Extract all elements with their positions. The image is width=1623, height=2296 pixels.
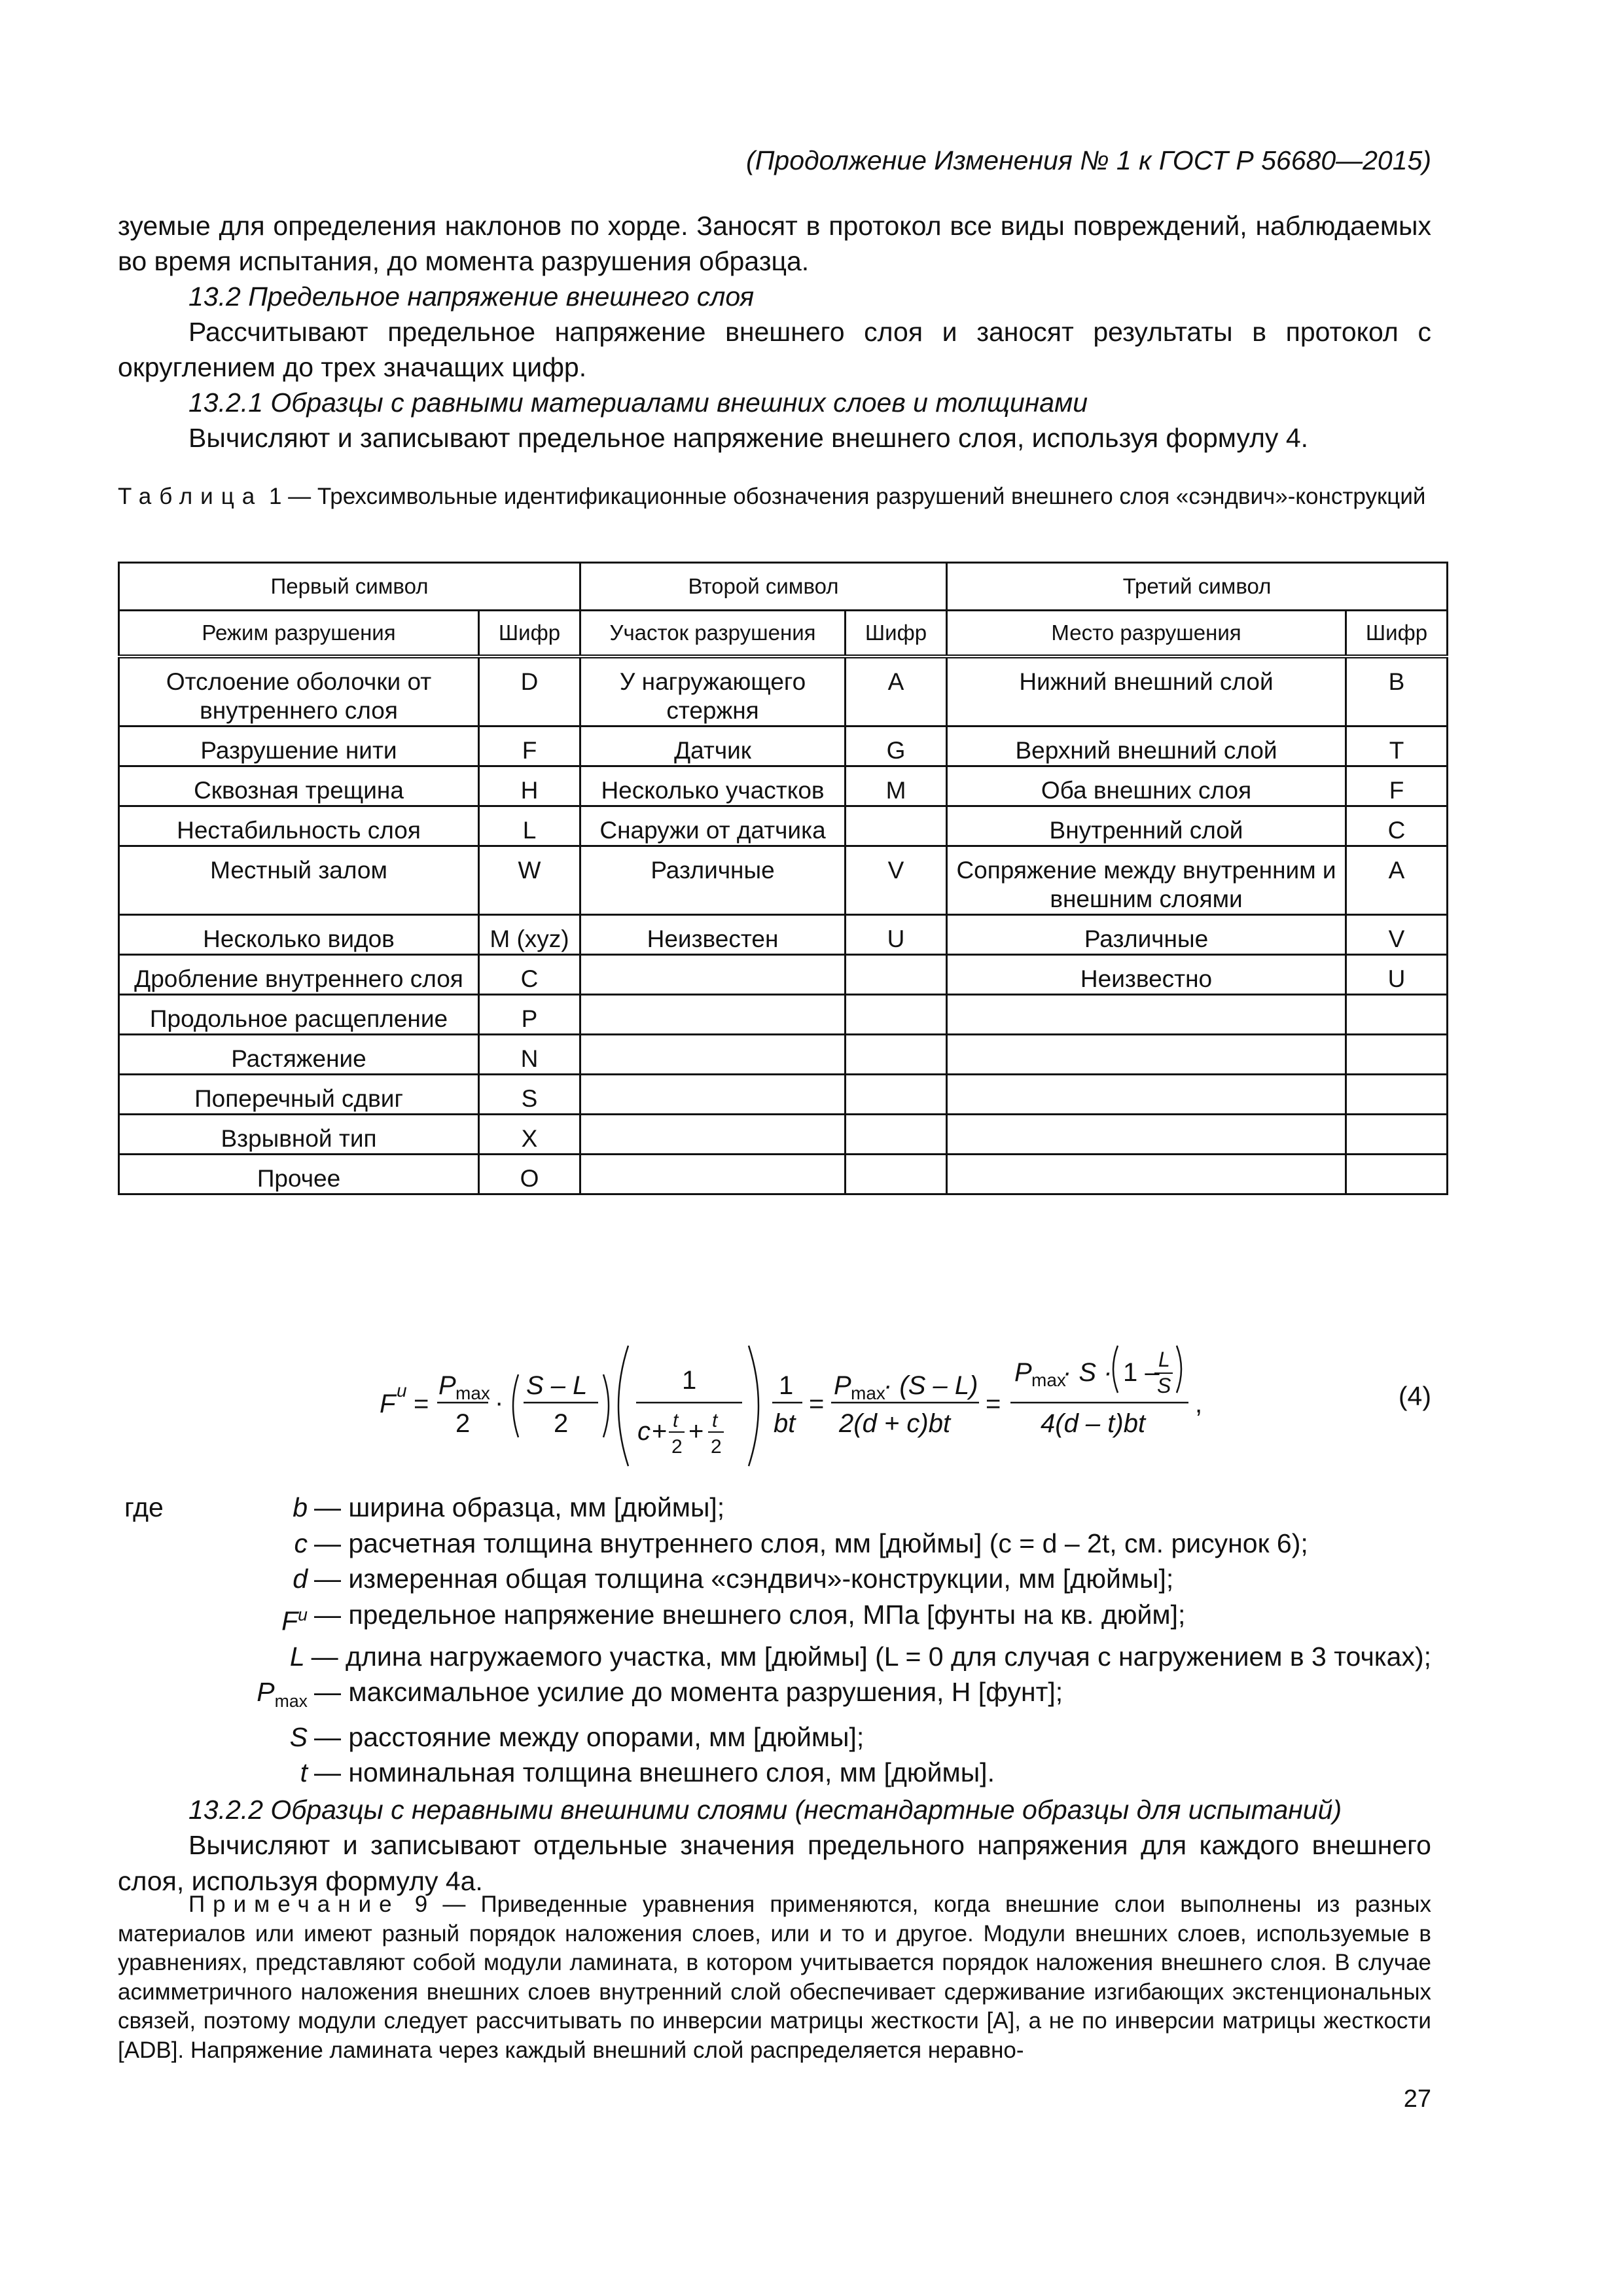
section-13-2-1-text: Вычисляют и записывают предельное напряжение внешнего слоя, используя формулу 4. xyxy=(188,423,1309,453)
note-label: Примечание xyxy=(188,1892,400,1917)
symbol-letter: b xyxy=(293,1492,308,1522)
table-cell xyxy=(846,955,947,995)
den-two-1: 2 xyxy=(455,1409,471,1438)
table-cell: F xyxy=(1346,766,1448,806)
table-cell xyxy=(580,1075,846,1115)
sub-header-code-3: Шифр xyxy=(1346,611,1448,657)
definition-item xyxy=(118,1597,1431,1639)
t-den-1: 2 xyxy=(671,1436,683,1458)
table-cell xyxy=(947,1155,1346,1194)
symbol-letter: c xyxy=(294,1528,308,1558)
table-cell xyxy=(947,1035,1346,1075)
definition-symbol xyxy=(118,1674,314,1719)
paren-close-2 xyxy=(749,1346,758,1466)
table-cell xyxy=(947,1115,1346,1155)
table-caption-label: Таблица xyxy=(118,484,263,509)
table-cell: Различные xyxy=(947,915,1346,955)
table-cell: P xyxy=(479,995,580,1035)
table-cell xyxy=(1346,995,1448,1035)
symbol-superscript: u xyxy=(298,1604,308,1624)
table-cell xyxy=(846,1155,947,1194)
table-cell: V xyxy=(846,846,947,915)
den-c: c xyxy=(637,1417,651,1446)
table-cell: D xyxy=(479,656,580,726)
symbol-letter: L xyxy=(289,1641,305,1672)
definition-text: — максимальное усилие до момента разрушения, Н [фунт]; xyxy=(314,1677,1063,1708)
table-cell: Продольное расщепление xyxy=(119,995,479,1035)
failure-codes-table xyxy=(118,562,1448,1195)
plus-2: + xyxy=(688,1417,704,1446)
definition-item xyxy=(118,1639,1431,1675)
table-row xyxy=(119,915,1448,955)
symbol-letter: d xyxy=(293,1564,308,1594)
symbol-letter: P xyxy=(257,1677,275,1708)
t-num-2: t xyxy=(712,1410,718,1431)
den-bt: bt xyxy=(774,1409,796,1438)
sub-header-area: Участок разрушения xyxy=(580,611,846,657)
table-cell xyxy=(947,995,1346,1035)
num-one-1: 1 xyxy=(682,1366,697,1395)
section-13-2-title: 13.2 Предельное напряжение внешнего слоя xyxy=(188,281,755,312)
dot-1: · xyxy=(495,1388,504,1417)
table-cell: X xyxy=(479,1115,580,1155)
definitions-lead: где xyxy=(124,1492,164,1522)
note-text: 9 — Приведенные уравнения применяются, когда внешние слои выполнены из разных материалов или имеют разный порядок наложения слоев, или и то и другое. Модули внешних слоев, используемые в уравнениях, представляют собой модули ламината, в котором учитывается порядок наложения внешнего слоя. В случае асимметричного наложения внешних слоев внутренний слой обеспечивает сдерживание изгибающих экстенциональных связей, поэтому модули следует рассчитывать по инверсии матрицы жесткости [A], а не по инверсии матрицы жесткости [ADB]. Напряжение ламината через каждый внешний слой распределяется неравно- xyxy=(118,1892,1431,2063)
definition-item xyxy=(118,1755,1431,1791)
pmax-sub-2: max xyxy=(851,1383,885,1403)
definition-symbol xyxy=(118,1755,314,1791)
table-cell: Растяжение xyxy=(119,1035,479,1075)
pmax-sym-1: P xyxy=(438,1371,456,1400)
paren-close-3 xyxy=(1177,1346,1181,1393)
table-caption-text: 1 — Трехсимвольные идентификационные обозначения разрушений внешнего слоя «сэндвич»-конструкций xyxy=(268,484,1426,509)
table-cell xyxy=(1346,1035,1448,1075)
table-body xyxy=(119,656,1448,1194)
symbol-letter: F xyxy=(281,1605,298,1636)
table-cell: H xyxy=(479,766,580,806)
table-cell xyxy=(846,806,947,846)
table-cell: Внутренний слой xyxy=(947,806,1346,846)
table-cell: A xyxy=(1346,846,1448,915)
definition-text: — длина нагружаемого участка, мм [дюймы] (L = 0 для случая с нагружением в 3 точках); xyxy=(311,1641,1431,1672)
table-row xyxy=(119,995,1448,1035)
definition-item xyxy=(118,1674,1431,1719)
table-row xyxy=(119,1115,1448,1155)
table-cell: Нестабильность слоя xyxy=(119,806,479,846)
definition-symbol xyxy=(118,1719,314,1755)
definition-item xyxy=(118,1719,1431,1755)
table-cell: Прочее xyxy=(119,1155,479,1194)
definition-symbol xyxy=(118,1639,312,1675)
table-cell: У нагружающего стержня xyxy=(580,656,846,726)
table-cell: Несколько участков xyxy=(580,766,846,806)
table-cell: Нижний внешний слой xyxy=(947,656,1346,726)
pmax-sym-3: P xyxy=(1014,1358,1032,1387)
table-caption xyxy=(118,482,1431,511)
definition-text: — номинальная толщина внешнего слоя, мм [дюймы]. xyxy=(314,1757,995,1788)
table-cell xyxy=(580,1115,846,1155)
definition-symbol xyxy=(118,1597,314,1639)
table-cell: Неизвестен xyxy=(580,915,846,955)
group-header-third: Третий символ xyxy=(947,563,1448,611)
formula-4-graphic xyxy=(366,1329,1217,1473)
table-row xyxy=(119,656,1448,726)
eq-sign-3: = xyxy=(986,1390,1001,1418)
definition-item xyxy=(118,1526,1431,1562)
definition-text: — измеренная общая толщина «сэндвич»-конструкции, мм [дюймы]; xyxy=(314,1564,1174,1594)
plus-1: + xyxy=(652,1417,668,1446)
formula-lhs: F xyxy=(380,1390,396,1418)
table-cell xyxy=(1346,1115,1448,1155)
symbol-letter: S xyxy=(289,1721,308,1752)
formula-comma: , xyxy=(1195,1390,1203,1418)
table-cell: F xyxy=(479,726,580,766)
symbol-letter: t xyxy=(300,1757,308,1788)
group-header-second: Второй символ xyxy=(580,563,947,611)
table-cell: U xyxy=(1346,955,1448,995)
table-cell: Снаружи от датчика xyxy=(580,806,846,846)
table-cell: C xyxy=(1346,806,1448,846)
table-cell xyxy=(1346,1075,1448,1115)
formula-lhs-sup: u xyxy=(397,1380,407,1401)
table-row xyxy=(119,1035,1448,1075)
definition-text: — предельное напряжение внешнего слоя, МПа [фунты на кв. дюйм]; xyxy=(314,1599,1186,1630)
section-13-2-2-text: Вычисляют и записывают отдельные значения предельного напряжения для каждого внешнего слоя, используя формулу 4а. xyxy=(118,1830,1431,1896)
section-13-2-text: Рассчитывают предельное напряжение внешнего слоя и заносят результаты в протокол с округлением до трех значащих цифр. xyxy=(118,317,1431,382)
formula-4 xyxy=(366,1329,1217,1473)
pmax-sub-1: max xyxy=(455,1383,490,1403)
definition-item xyxy=(118,1490,1431,1526)
table-cell xyxy=(580,1035,846,1075)
table-cell: L xyxy=(479,806,580,846)
sub-header-location: Место разрушения xyxy=(947,611,1346,657)
table-cell: Несколько видов xyxy=(119,915,479,955)
table-cell xyxy=(1346,1155,1448,1194)
table-cell: M (xyz) xyxy=(479,915,580,955)
equation-number: (4) xyxy=(1398,1381,1431,1411)
table-cell: Сквозная трещина xyxy=(119,766,479,806)
table-cell xyxy=(580,955,846,995)
table-cell: Неизвестно xyxy=(947,955,1346,995)
table-cell: T xyxy=(1346,726,1448,766)
definition-text: — ширина образца, мм [дюймы]; xyxy=(314,1492,725,1522)
table-cell: N xyxy=(479,1035,580,1075)
definition-symbol xyxy=(118,1561,314,1597)
table-cell: Взрывной тип xyxy=(119,1115,479,1155)
table-row xyxy=(119,806,1448,846)
table-cell: S xyxy=(479,1075,580,1115)
pmax-sub-3: max xyxy=(1031,1370,1066,1390)
paren-open-3 xyxy=(1113,1346,1118,1393)
eq-sign-1: = xyxy=(414,1390,429,1418)
continuation-paragraph: зуемые для определения наклонов по хорде. Заносят в протокол все виды повреждений, наблюдаемых во время испытания, до момента разрушения образца. xyxy=(118,211,1431,276)
table-row xyxy=(119,766,1448,806)
table-cell: Отслоение оболочки от внутреннего слоя xyxy=(119,656,479,726)
definition-symbol xyxy=(118,1526,314,1562)
table-cell: Оба внешних слоя xyxy=(947,766,1346,806)
middle-numerator: · (S – L) xyxy=(883,1371,978,1400)
table-cell: C xyxy=(479,955,580,995)
s-minus-l-1: S – L xyxy=(526,1371,588,1400)
pmax-sym-2: P xyxy=(834,1371,851,1400)
definition-symbol xyxy=(118,1490,314,1526)
table-row xyxy=(119,955,1448,995)
table-cell: O xyxy=(479,1155,580,1194)
frac-s: S xyxy=(1157,1374,1171,1397)
table-cell: Верхний внешний слой xyxy=(947,726,1346,766)
definition-text: — расчетная толщина внутреннего слоя, мм [дюймы] (c = d – 2t, см. рисунок 6); xyxy=(314,1528,1308,1558)
table-row xyxy=(119,726,1448,766)
definitions-list xyxy=(118,1490,1431,1899)
table-cell: Разрушение нити xyxy=(119,726,479,766)
table-row xyxy=(119,1155,1448,1194)
table-cell: Местный залом xyxy=(119,846,479,915)
sub-header-code-1: Шифр xyxy=(479,611,580,657)
table-cell: Дробление внутреннего слоя xyxy=(119,955,479,995)
table-cell xyxy=(846,1075,947,1115)
table-row xyxy=(119,846,1448,915)
paren-close-1 xyxy=(603,1374,609,1437)
one-minus: 1 – xyxy=(1123,1358,1160,1387)
table-cell xyxy=(846,1035,947,1075)
intro-block xyxy=(118,208,1431,456)
table-cell: B xyxy=(1346,656,1448,726)
t-den-2: 2 xyxy=(711,1436,722,1458)
definition-item xyxy=(118,1561,1431,1597)
table-cell xyxy=(846,1115,947,1155)
table-cell: A xyxy=(846,656,947,726)
definition-text: — расстояние между опорами, мм [дюймы]; xyxy=(314,1721,865,1752)
table-cell xyxy=(846,995,947,1035)
frac-l: L xyxy=(1158,1348,1170,1371)
table-cell: Различные xyxy=(580,846,846,915)
group-header-first: Первый символ xyxy=(119,563,580,611)
running-header: (Продолжение Изменения № 1 к ГОСТ Р 56680—2015) xyxy=(746,145,1431,175)
sub-header-code-2: Шифр xyxy=(846,611,947,657)
note-9 xyxy=(118,1890,1431,2065)
table-row xyxy=(119,1075,1448,1115)
sub-header-mode: Режим разрушения xyxy=(119,611,479,657)
definitions-container xyxy=(118,1490,1431,1791)
paren-open-1 xyxy=(513,1374,518,1437)
page-number: 27 xyxy=(1403,2085,1431,2113)
table-cell xyxy=(947,1075,1346,1115)
table-cell: Сопряжение между внутренним и внешним слоями xyxy=(947,846,1346,915)
table-cell: U xyxy=(846,915,947,955)
middle-denominator: 2(d + c)bt xyxy=(839,1409,951,1438)
table-cell xyxy=(580,1155,846,1194)
table-cell xyxy=(580,995,846,1035)
table-cell: Поперечный сдвиг xyxy=(119,1075,479,1115)
num-one-2: 1 xyxy=(779,1371,794,1400)
t-num-1: t xyxy=(673,1410,679,1431)
right-denominator: 4(d – t)bt xyxy=(1041,1409,1146,1438)
section-13-2-2-title: 13.2.2 Образцы с неравными внешними слоями (нестандартные образцы для испытаний) xyxy=(188,1794,1342,1825)
symbol-subscript: max xyxy=(274,1691,308,1712)
table-cell: M xyxy=(846,766,947,806)
paren-open-2 xyxy=(618,1346,628,1466)
right-numerator-s: · S · xyxy=(1063,1358,1113,1387)
table-cell: W xyxy=(479,846,580,915)
table-cell: Датчик xyxy=(580,726,846,766)
table-cell: V xyxy=(1346,915,1448,955)
eq-sign-2: = xyxy=(809,1390,825,1418)
den-two-2: 2 xyxy=(554,1409,569,1438)
section-13-2-1-title: 13.2.1 Образцы с равными материалами внешних слоев и толщинами xyxy=(188,387,1088,418)
table-cell: G xyxy=(846,726,947,766)
